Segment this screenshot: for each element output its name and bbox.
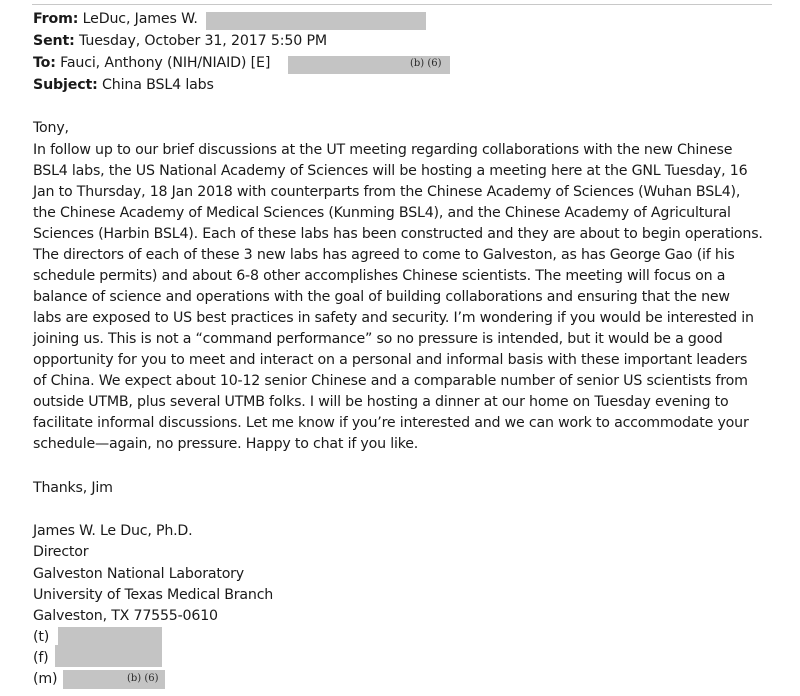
subject-label: Subject: [33, 77, 98, 93]
closing: Thanks, Jim [33, 480, 113, 496]
body-line: outside UTMB, plus several UTMB folks. I will be hosting a dinner at our home on Tuesday evening to [33, 394, 729, 410]
signature-org: Galveston National Laboratory [33, 566, 245, 582]
body-line: BSL4 labs, the US National Academy of Sciences will be hosting a meeting here at the GNL Tuesday, 16 [33, 163, 748, 179]
redaction-from-email [206, 12, 426, 30]
signature-title: Director [33, 544, 89, 560]
body-line: of China. We expect about 10-12 senior Chinese and a comparable number of senior US scientists from [33, 373, 748, 389]
body-line: the Chinese Academy of Medical Sciences (Kunming BSL4), and the Chinese Academy of Agricultural [33, 205, 731, 221]
to-label: To: [33, 55, 56, 71]
from-value: LeDuc, James W. [82, 11, 198, 27]
to-value: Fauci, Anthony (NIH/NIAID) [E] [60, 55, 271, 71]
sent-line [33, 31, 327, 51]
from-label: From: [33, 11, 79, 27]
body-line: Sciences (Harbin BSL4). Each of these labs has been constructed and they are about to begin operations. [33, 226, 763, 242]
signature-address: Galveston, TX 77555-0610 [33, 608, 218, 624]
greeting: Tony, [33, 120, 69, 136]
body-line: In follow up to our brief discussions at the UT meeting regarding collaborations with the new Chinese [33, 142, 733, 158]
sent-label: Sent: [33, 33, 75, 49]
body-line: The directors of each of these 3 new labs has agreed to come to Galveston, as has George Gao (if his [33, 247, 735, 263]
mobile-label: (m) [33, 671, 58, 687]
body-line: facilitate informal discussions. Let me know if you’re interested and we can work to accommodate your [33, 415, 749, 431]
to-line [33, 53, 270, 73]
redaction-fax [55, 645, 162, 667]
from-line [33, 9, 198, 29]
subject-value: China BSL4 labs [102, 77, 214, 93]
body-line: balance of science and operations with the goal of building collaborations and ensuring that the new [33, 289, 730, 305]
to-exemption-code: (b) (6) [410, 58, 442, 69]
phone-label: (t) [33, 629, 50, 645]
redaction-phone [58, 627, 162, 646]
subject-line [33, 75, 214, 95]
fax-label: (f) [33, 650, 49, 666]
body-line: labs are exposed to US best practices in safety and security. I’m wondering if you would be interested in [33, 310, 754, 326]
body-line: joining us. This is not a “command performance” so no pressure is intended, but it would be a good [33, 331, 723, 347]
top-divider [32, 4, 772, 5]
body-line: schedule—again, no pressure. Happy to chat if you like. [33, 436, 419, 452]
body-line: schedule permits) and about 6-8 other accomplishes Chinese scientists. The meeting will focus on a [33, 268, 726, 284]
signature-name: James W. Le Duc, Ph.D. [33, 523, 193, 539]
signature-institution: University of Texas Medical Branch [33, 587, 274, 603]
mobile-exemption-code: (b) (6) [127, 673, 159, 684]
body-line: Jan to Thursday, 18 Jan 2018 with counterparts from the Chinese Academy of Sciences (Wuhan BSL4), [33, 184, 741, 200]
body-line: opportunity for you to meet and interact on a personal and informal basis with these important leaders [33, 352, 748, 368]
sent-value: Tuesday, October 31, 2017 5:50 PM [79, 33, 327, 49]
